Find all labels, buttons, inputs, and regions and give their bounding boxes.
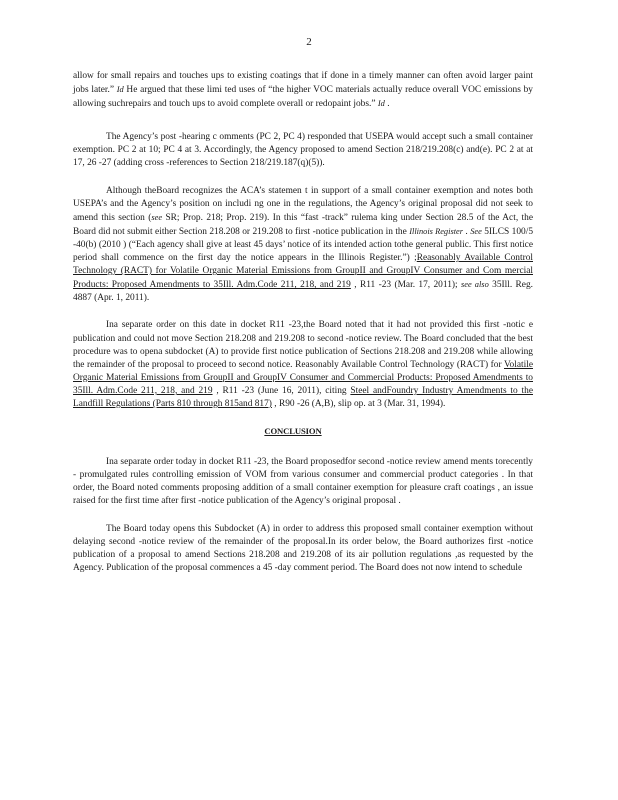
text-run: , R11 -23 (June 16, 2011), citing (212, 385, 351, 396)
italic-text: Illinois Register (409, 226, 464, 236)
page-number: 2 (306, 36, 312, 48)
underlined-citation: Volatile Organic Material Emissions from GroupII and GroupIV Consumer and Commercial Products: Proposed Amendments to 35Ill. Adm.Code 211, 218, and 219 (73, 359, 533, 396)
text-run: , R11 -23 (Mar. 17, 2011); (350, 280, 461, 291)
italic-text: see (151, 212, 163, 222)
text-run: He argued that these limi ted uses of “the higher VOC materials actually reduce overall VOC emissions by allowing suchrepairs and touch ups to avoid complete overall or redopaint jobs.” (73, 85, 533, 110)
text-run: . (384, 99, 390, 110)
paragraph (73, 456, 533, 508)
italic-text: Id (377, 99, 385, 109)
text-run: The Board today opens this Subdocket (A) in order to address this proposed small container exemption without delaying second -notice review of the remainder of the proposal.In its order below, the Board authorizes first -notice publication of a proposal to amend Sections 218.208 and 219.208 of its air pollution regulations ,as requested by the Agency. Publication of the proposal commences a 45 -day comment period. The Board does not now intend to schedule (73, 523, 533, 573)
italic-text: Id (116, 85, 124, 95)
text-run: allow for small repairs and touches ups to existing coatings that if done in a timely manner can often avoid larger paint jobs later.” (73, 71, 533, 96)
text-run: . (463, 226, 471, 237)
text-run: The Agency’s post -hearing c omments (PC 2, PC 4) responded that USEPA would accept such a small container exemption. PC 2 at 10; PC 4 at 3. Accordingly, the Agency proposed to amend Section 218/219.208(c) and(e). PC 2 at at 17, 26 -27 (adding cross -references to Section 218/219.187(q)(5)). (73, 132, 533, 169)
underlined-citation: Steel andFoundry Industry Amendments to the Landfill Regulations (Parts 810 through 815and 817) (73, 385, 533, 409)
text-run: , R90 -26 (A,B), slip op. at 3 (Mar. 31, 1994). (271, 398, 446, 409)
heading-text: CONCLUSION (264, 426, 322, 437)
text-run: Ina separate order today in docket R11 -23, the Board proposedfor second -notice review amend ments torecently - promulgated rules controlling emission of VOM from various consumer and commercial product categories . In that order, the Board noted comments proposing addition of a small container exemption for pleasure craft coatings , an issue raised for the first time after first -notice publication of the Agency’s original proposal . (73, 457, 533, 507)
italic-text: See (470, 226, 482, 236)
paragraph (73, 131, 533, 170)
text-run: Although theBoard recognizes the ACA’s statemen t in support of a small container exemption and notes both USEPA’s and the Agency’s position on includi ng one in the regulations, the Agency’s original proposal did not seek to amend this section ( (73, 185, 533, 223)
paragraph (73, 70, 533, 111)
paragraph (73, 319, 533, 411)
text-run: 5ILCS 100/5 -40(b) (2010 ) (“Each agency shall give at least 45 days’ notice of its intended action tothe general public. This first notice period shall commence on the first day the notice appears in the Illinois Register.”) ; (73, 226, 534, 264)
text-run: 35Ill. Reg. 4887 (Apr. 1, 2011). (73, 280, 533, 304)
italic-text: see also (460, 280, 489, 290)
document-body (73, 70, 533, 589)
text-run: SR; Prop. 218; Prop. 219). In this “fast -track” rulema king under Section 28.5 of the Act, the Board did not submit either Section 218.208 or 219.208 to first -notice publication in the (73, 212, 533, 237)
paragraph (73, 185, 533, 306)
text-run: Ina separate order on this date in docket R11 -23,the Board noted that it had not provided this first -notic e publication and could not move Section 218.208 and 219.208 to second -notice review. The Board concluded that the best procedure was to opena subdocket (A) to provide first notice publication of Sections 218.208 and 219.208 while allowing the remainder of the proposal to proceed to second notice. Reasonably Available Control Technology (RACT) for (73, 320, 533, 370)
section-heading (73, 425, 533, 438)
underlined-citation: Reasonably Available Control Technology (RACT) for Volatile Organic Material Emissions from GroupII and GroupIV Consumer and Com mercial Products: Proposed Amendments to 35Ill. Adm.Code 211, 218, and 219 (73, 253, 533, 291)
paragraph (73, 523, 533, 575)
